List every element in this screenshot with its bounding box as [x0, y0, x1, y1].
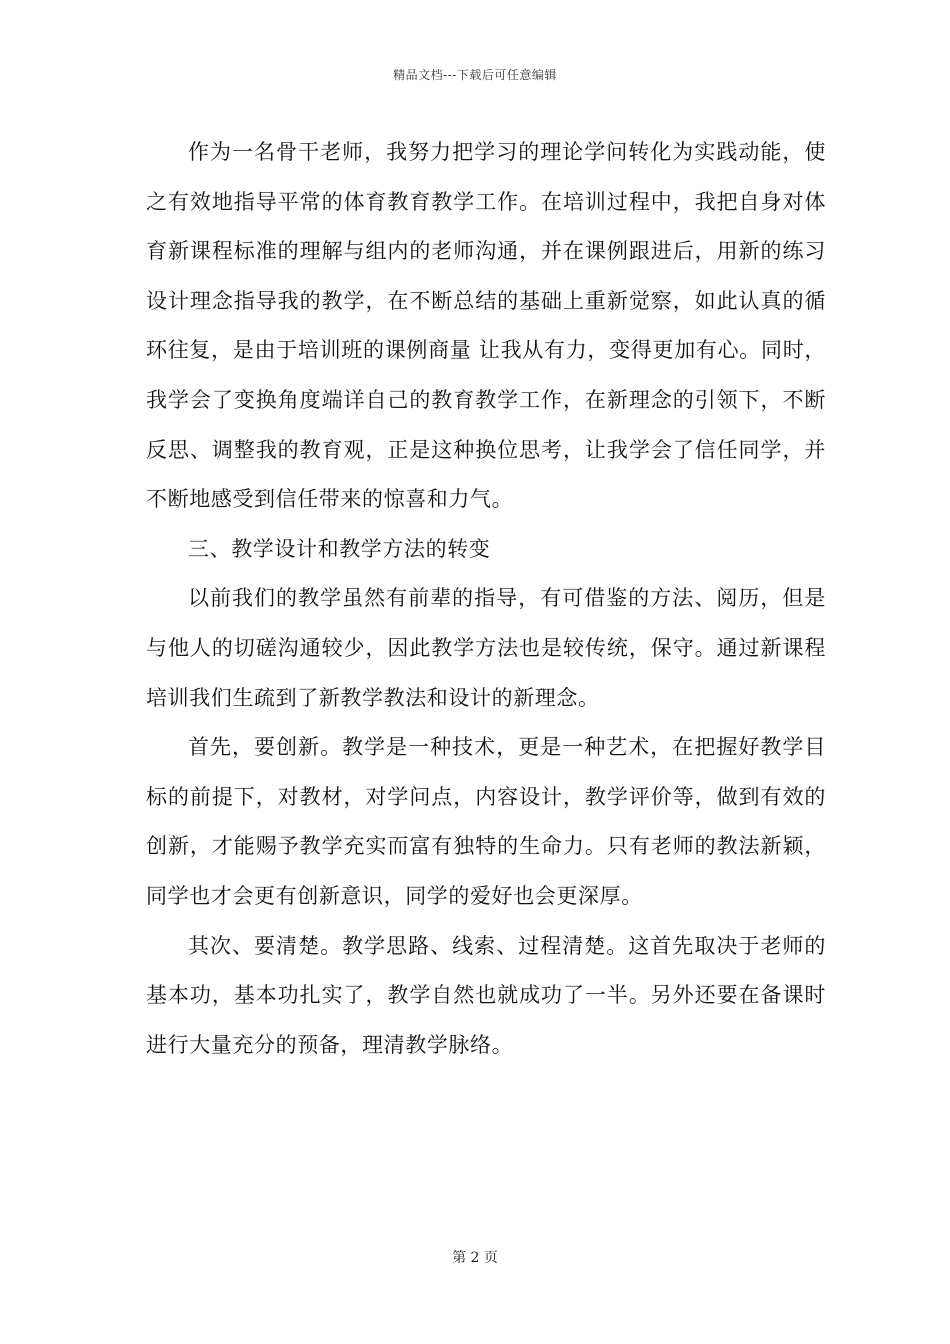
document-body — [146, 128, 826, 1070]
page-header: 精品文档---下载后可任意编辑 — [393, 68, 557, 82]
page-number: 第 2 页 — [452, 1250, 498, 1266]
paragraph-past-methods: 以前我们的教学虽然有前辈的指导，有可借鉴的方法、阅历，但是与他人的切磋沟通较少，因此教学方法也是较传统，保守。通过新课程培训我们生疏到了新教学教法和设计的新理念。 — [146, 586, 826, 710]
paragraph-reflection: 作为一名骨干老师，我努力把学习的理论学问转化为实践动能，使之有效地指导平常的体育教育教学工作。在培训过程中，我把自身对体育新课程标准的理解与组内的老师沟通，并在课例跟进后，用新的练习设计理念指导我的教学，在不断总结的基础上重新觉察，如此认真的循环往复，是由于培训班的课例商量 让我从有力，变得更加有心。同时，我学会了变换角度端详自己的教育教学工作，在新理念的引领下，不断反思、调整我的教育观，正是这种换位思考，让我学会了信任同学，并不断地感受到信任带来的惊喜和力气。 — [146, 140, 826, 512]
paragraph-clarity: 其次、要清楚。教学思路、线索、过程清楚。这首先取决于老师的基本功，基本功扎实了，教学自然也就成功了一半。另外还要在备课时进行大量充分的预备，理清教学脉络。 — [146, 933, 826, 1057]
paragraph-innovation: 首先，要创新。教学是一种技术，更是一种艺术，在把握好教学目标的前提下，对教材，对学问点，内容设计，教学评价等，做到有效的创新，才能赐予教学充实而富有独特的生命力。只有老师的教法新颖，同学也才会更有创新意识，同学的爱好也会更深厚。 — [146, 735, 826, 908]
section-heading-teaching-design: 三、教学设计和教学方法的转变 — [188, 536, 491, 561]
